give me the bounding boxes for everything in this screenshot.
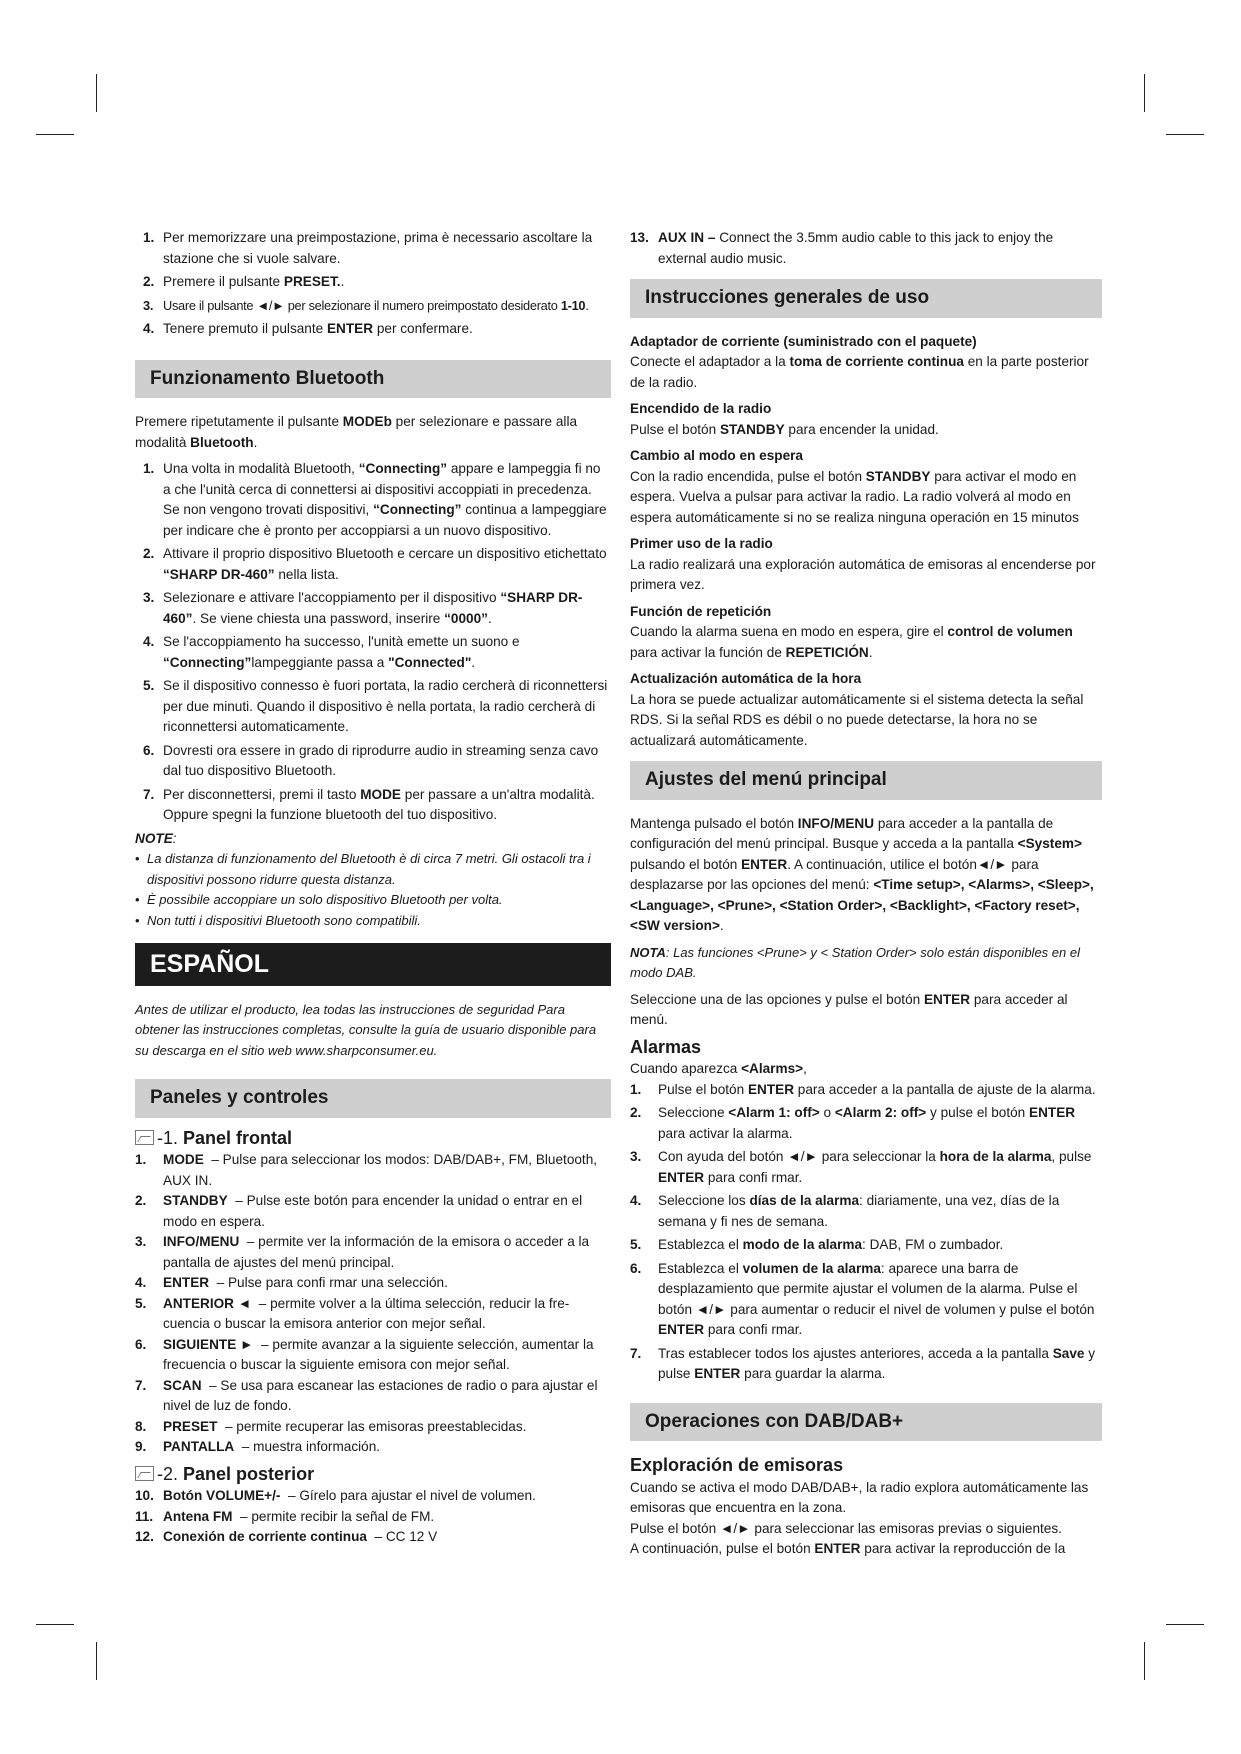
list-item: 1. Per memorizzare una preimpostazione, prima è necessario ascoltare la stazione che si vuole salvare. (143, 230, 593, 266)
list-item (630, 1259, 1102, 1341)
control-name: PANTALLA (163, 1439, 235, 1454)
list-item: 13. AUX IN – Connect the 3.5mm audio cable to this jack to enjoy the external audio music. (630, 230, 1054, 266)
list-item (135, 1232, 611, 1273)
front-panel-list (135, 1150, 611, 1458)
control-name: ENTER (163, 1275, 210, 1290)
list-item (630, 1235, 1102, 1256)
menu-note: NOTA: Las funciones <Prune> y < Station Order> solo están disponibles en el modo DAB. (630, 944, 1080, 980)
list-item: 6. Dovresti ora essere in grado di riprodurre audio in streaming senza cavo dal tuo dispositivo Bluetooth. (143, 742, 599, 778)
subsection-text: La radio realizará una exploración automática de emisoras al encenderse por primera vez. (630, 556, 1096, 592)
aux-item (630, 228, 1102, 269)
list-item (135, 1417, 611, 1438)
menu-heading: Ajustes del menú principal (630, 761, 1102, 800)
dab-heading: Operaciones con DAB/DAB+ (630, 1403, 1102, 1442)
step-text: Seleccione <Alarm 1: off> o <Alarm 2: off> y pulse el botón ENTER para activar la alarma. (658, 1105, 1076, 1141)
control-description: – permite recibir la señal de FM. (232, 1508, 435, 1524)
list-item (135, 1437, 611, 1458)
general-heading: Instrucciones generales de uso (630, 279, 1102, 318)
item-number: 11. (135, 1508, 154, 1524)
rear-panel-list (135, 1486, 611, 1548)
subsection-title: Primer uso de la radio (630, 536, 773, 551)
control-description: – permite avanzar a la siguiente selección, aumentar la frecuencia o buscar la siguiente emisora con mejor señal. (163, 1336, 598, 1372)
list-item (630, 1103, 1102, 1144)
item-number: 5. (135, 1295, 147, 1311)
alarm-steps (630, 1080, 1102, 1385)
control-name: STANDBY (163, 1193, 228, 1208)
control-description: – permite recuperar las emisoras preestablecidas. (217, 1418, 527, 1434)
list-item: 2. Attivare il proprio dispositivo Bluetooth e cercare un dispositivo etichettato “SHARP DR-460” nella lista. (143, 546, 607, 582)
item-number: 4. (630, 1193, 642, 1208)
list-item (630, 1191, 1102, 1232)
menu-text: Mantenga pulsado el botón INFO/MENU para acceder a la pantalla de configuración del menú principal. Busque y acceda a la pantalla <System> pulsando el botón ENTER. A continuación, utilice el botón◄/► para desplazarse por las opciones del menú: <Time setup>, <Alarms>, <Sleep>, <Language>, <Prune>, <Station Order>, <Backlight>, <Factory reset>, <SW version>. (630, 815, 1094, 933)
item-number: 9. (135, 1439, 147, 1454)
control-description: – permite volver a la última selección, reducir la fre-cuencia o buscar la emisora anterior con mejor señal. (163, 1295, 570, 1331)
control-description: – muestra información. (234, 1439, 381, 1454)
subsection-title: Encendido de la radio (630, 401, 772, 416)
language-heading: ESPAÑOL (135, 943, 611, 986)
list-item: • La distanza di funzionamento del Bluetooth è di circa 7 metri. Gli ostacoli tra i dispositivi possono ridurre questa distanza. (135, 849, 611, 890)
item-number: 3. (630, 1149, 642, 1164)
control-name: SIGUIENTE ► (163, 1336, 254, 1352)
list-item (135, 1191, 611, 1232)
subsection-text: La hora se puede actualizar automáticamente si el sistema detecta la señal RDS. Si la señal RDS es débil o no puede detectarse, la hora no se actualizará automáticamente. (630, 691, 1084, 748)
subsection-text: Conecte el adaptador a la toma de corriente continua en la parte posterior de la radio. (630, 354, 1089, 390)
scan-text: Cuando se activa el modo DAB/DAB+, la radio explora automáticamente las emisoras que encuentra en la zona. Pulse el botón ◄/► para seleccionar las emisoras previas o siguientes. A continuación, pulse el botón ENTER para activar la reproducción de la (630, 1479, 1089, 1556)
crop-mark (1144, 74, 1145, 112)
list-item: 3. Selezionare e attivare l'accoppiamento per il dispositivo “SHARP DR-460”. Se viene chiesta una password, inserire “0000”. (143, 590, 583, 626)
list-item: 5. Se il dispositivo connesso è fuori portata, la radio cercherà di riconnettersi per due minuti. Quando il dispositivo è nella portata, la radio cercherà di riconnettersi automaticamente. (143, 678, 608, 734)
subsection-title: Actualización automática de la hora (630, 671, 862, 686)
crop-mark (1166, 134, 1204, 135)
scan-title: Exploración de emisoras (630, 1455, 844, 1475)
note-list (135, 849, 611, 931)
list-item: 3. Usare il pulsante ◄/► per selezionare il numero preimpostato desiderato 1-10. (143, 297, 589, 313)
rear-panel-heading: -2. Panel posterior (135, 1464, 611, 1485)
list-item: 7. Per disconnettersi, premi il tasto MODE per passare a un'altra modalità. Oppure spegni la funzione bluetooth del tuo dispositivo. (143, 786, 595, 822)
control-name: INFO/MENU (163, 1234, 240, 1249)
subsection-title: Función de repetición (630, 603, 772, 619)
control-name: Conexión de corriente continua (163, 1529, 367, 1544)
list-item (135, 1150, 611, 1191)
control-name: SCAN (163, 1377, 202, 1393)
item-number: 1. (630, 1081, 642, 1097)
list-item (135, 1335, 611, 1376)
control-name: Antena FM (163, 1508, 233, 1524)
item-number: 7. (135, 1377, 147, 1393)
step-text: Establezca el volumen de la alarma: aparece una barra de desplazamiento que permite ajustar el volumen de la alarma. Pulse el botón ◄/► para aumentar o reducir el nivel de volumen y pulse el botón ENTER para confi rmar. (658, 1260, 1095, 1337)
control-description: – permite ver la información de la emisora o acceder a la pantalla de ajustes del menú principal. (163, 1234, 593, 1270)
image-placeholder-icon (135, 1130, 154, 1145)
item-number: 5. (630, 1237, 642, 1252)
step-text: Establezca el modo de la alarma: DAB, FM o zumbador. (658, 1237, 1004, 1252)
control-description: – Pulse este botón para encender la unidad o entrar en el modo en espera. (163, 1193, 586, 1229)
list-item: • È possibile accoppiare un solo dispositivo Bluetooth per volta. (135, 890, 611, 911)
control-description: – Gírelo para ajustar el nivel de volumen. (280, 1488, 536, 1503)
item-number: 4. (135, 1275, 147, 1290)
crop-mark (1144, 1642, 1145, 1680)
right-column (630, 228, 1102, 1566)
list-item (135, 1376, 611, 1417)
subsection-title: Adaptador de corriente (suministrado con el paquete) (630, 333, 977, 349)
preset-steps (135, 228, 611, 340)
language-intro: Antes de utilizar el producto, lea todas las instrucciones de seguridad Para obtener las instrucciones completas, consulte la guía de usuario disponible para su descarga en el sitio web www.sharpconsumer.eu. (135, 1001, 597, 1058)
list-item (630, 1344, 1102, 1385)
step-text: Pulse el botón ENTER para acceder a la pantalla de ajuste de la alarma. (658, 1081, 1096, 1097)
item-number: 12. (135, 1529, 154, 1544)
subsection-text: Pulse el botón STANDBY para encender la unidad. (630, 421, 939, 437)
list-item: • Non tutti i dispositivi Bluetooth sono compatibili. (135, 911, 611, 932)
item-number: 2. (630, 1105, 642, 1120)
control-name: Botón VOLUME+/- (163, 1488, 281, 1503)
list-item: 4. Se l'accoppiamento ha successo, l'unità emette un suono e “Connecting”lampeggiante passa a "Connected". (143, 634, 520, 670)
alarm-title: Alarmas (630, 1036, 702, 1057)
list-item (135, 1507, 611, 1528)
subsection-text: Con la radio encendida, pulse el botón STANDBY para activar el modo en espera. Vuelva a pulsar para activar la radio. La radio volverá al modo en espera automáticamente si no se realiza ninguna operación en 15 minutos (630, 468, 1079, 525)
bluetooth-heading: Funzionamento Bluetooth (135, 360, 611, 399)
control-description: – Pulse para confi rmar una selección. (209, 1275, 448, 1290)
list-item: 1. Una volta in modalità Bluetooth, “Connecting” appare e lampeggia fi no a che l'unità cerca di connettersi ai dispositivi accoppiati in precedenza. Se non vengono trovati dispositivi, “Connecting” continua a lampeggiare per indicare che è pronto per accoppiarsi a un nuovo dispositivo. (143, 461, 607, 538)
front-panel-heading: -1. Panel frontal (135, 1128, 611, 1149)
step-text: Tras establecer todos los ajustes anteriores, acceda a la pantalla Save y pulse ENTER para guardar la alarma. (658, 1345, 1096, 1381)
list-item (630, 1147, 1102, 1188)
bluetooth-intro: Premere ripetutamente il pulsante MODEb per selezionare e passare alla modalità Bluetooth. (135, 414, 578, 450)
crop-mark (36, 1624, 74, 1625)
list-item (630, 1080, 1102, 1101)
control-name: ANTERIOR ◄ (163, 1295, 252, 1311)
crop-mark (96, 1642, 97, 1680)
list-item (135, 1527, 611, 1548)
list-item (135, 1294, 611, 1335)
control-name: MODE (163, 1152, 204, 1167)
list-item: 2. Premere il pulsante PRESET.. (143, 274, 345, 289)
step-text: Con ayuda del botón ◄/► para seleccionar la hora de la alarma, pulse ENTER para confi rmar. (658, 1149, 1092, 1185)
crop-mark (36, 134, 74, 135)
note-label: NOTE (135, 830, 173, 846)
subsection-title: Cambio al modo en espera (630, 448, 803, 463)
image-placeholder-icon (135, 1466, 154, 1481)
item-number: 8. (135, 1418, 147, 1434)
list-item (135, 1273, 611, 1294)
panels-heading: Paneles y controles (135, 1079, 611, 1118)
item-number: 6. (135, 1336, 147, 1352)
item-number: 1. (135, 1152, 147, 1167)
crop-mark (1166, 1624, 1204, 1625)
control-name: PRESET (163, 1418, 218, 1434)
item-number: 7. (630, 1345, 642, 1361)
menu-select: Seleccione una de las opciones y pulse el botón ENTER para acceder al menú. (630, 991, 1068, 1027)
control-description: – Se usa para escanear las estaciones de radio o para ajustar el nivel de luz de fondo. (163, 1377, 602, 1413)
general-sections (630, 332, 1102, 752)
control-description: – Pulse para seleccionar los modos: DAB/DAB+, FM, Bluetooth, AUX IN. (163, 1152, 601, 1188)
step-text: Seleccione los días de la alarma: diariamente, una vez, días de la semana y fi nes de semana. (658, 1193, 1060, 1229)
list-item (135, 1486, 611, 1507)
subsection-text: Cuando la alarma suena en modo en espera, gire el control de volumen para activar la función de REPETICIÓN. (630, 624, 1073, 660)
list-item: 4. Tenere premuto il pulsante ENTER per confermare. (143, 321, 473, 336)
item-number: 3. (135, 1234, 147, 1249)
bluetooth-steps (135, 459, 611, 826)
item-number: 10. (135, 1488, 154, 1503)
item-number: 6. (630, 1260, 642, 1276)
alarm-intro: Cuando aparezca <Alarms>, (630, 1061, 807, 1076)
left-column: 1. Per memorizzare una preimpostazione, prima è necessario ascoltare la stazione che si vuole salvare. 2. Premere il pulsante PRESET.. 3. Usare il pulsante ◄/► per selezionare il numero preimpostato desiderato 1-10. 4. Tenere premuto il pulsante ENTER per confermare. Funzionamento Bluetooth Premere ripetutamente il pulsante MODEb per selezionare e passare alla modalità Bluetooth. 1. Una volta in modalità Bluetooth, “Connecting” appare e lampeggia fi no a che l'unità cerca di connettersi ai dispositivi accoppiati in precedenza. Se non vengono trovati dispositivi, “Connecting” continua a lampeggiare per indicare che è pronto per accoppiarsi a un nuovo dispositivo. 2. Attivare il proprio dispositivo Bluetooth e cercare un dispositivo etichettato “SHARP DR-460” nella lista. 3. Selezionare e attivare l'accoppiamento per il dispositivo “SHARP DR-460”. Se viene chiesta una password, inserire “0000”. 4. Se l'accoppiamento ha successo, l'unità emette un suono e “Connecting”lampeggiante passa a "Connected". 5. Se il dispositivo connesso è fuori portata, la radio cercherà di riconnettersi per due minuti. Quando il dispositivo è nella portata, la radio cercherà di riconnettersi automaticamente. 6. Dovresti ora essere in grado di riprodurre audio in streaming senza cavo dal tuo dispositivo Bluetooth. 7. Per disconnettersi, premi il tasto MODE per passare a un'altra modalità. Oppure spegni la funzione bluetooth del tuo dispositivo. NOTE: • La distanza di funzionamento del Bluetooth è di circa 7 metri. Gli ostacoli tra i dispositivi possono ridurre questa distanza. • È possibile accoppiare un solo dispositivo Bluetooth per volta. • Non tutti i dispositivi Bluetooth sono compatibili. ESPAÑOL Antes de utilizar el producto, lea todas las instrucciones de seguridad Para obtener las instrucciones completas, consulte la guía de usuario disponible para su descarga en el sitio web www.sharpconsumer.eu. Paneles y controles -1. Panel frontal 1. MODE – Pulse para seleccionar los modos: DAB/DAB+, FM, Bluetooth, AUX IN. 2. STANDBY – Pulse este botón para encender la unidad o entrar en el modo en espera. 3. INFO/MENU – permite ver la información de la emisora o acceder a la pantalla de ajustes del menú principal. 4. ENTER – Pulse para confi rmar una selección. 5. ANTERIOR ◄ – permite volver a la última selección, reducir la fre-cuencia o buscar la emisora anterior con mejor señal. 6. SIGUIENTE ► – permite avanzar a la siguiente selección, aumentar la frecuencia o buscar la siguiente emisora con mejor señal. 7. SCAN – Se usa para escanear las estaciones de radio o para ajustar el nivel de luz de fondo. 8. PRESET – permite recuperar las emisoras preestablecidas. 9. PANTALLA – muestra información. -2. Panel posterior 10. Botón VOLUME+/- – Gírelo para ajustar el nivel de volumen. 11. Antena FM – permite recibir la señal de FM. 12. Conexión de corriente continua – CC 12 V (135, 228, 611, 1548)
control-description: – CC 12 V (366, 1529, 438, 1544)
item-number: 2. (135, 1193, 147, 1208)
crop-mark (96, 74, 97, 112)
